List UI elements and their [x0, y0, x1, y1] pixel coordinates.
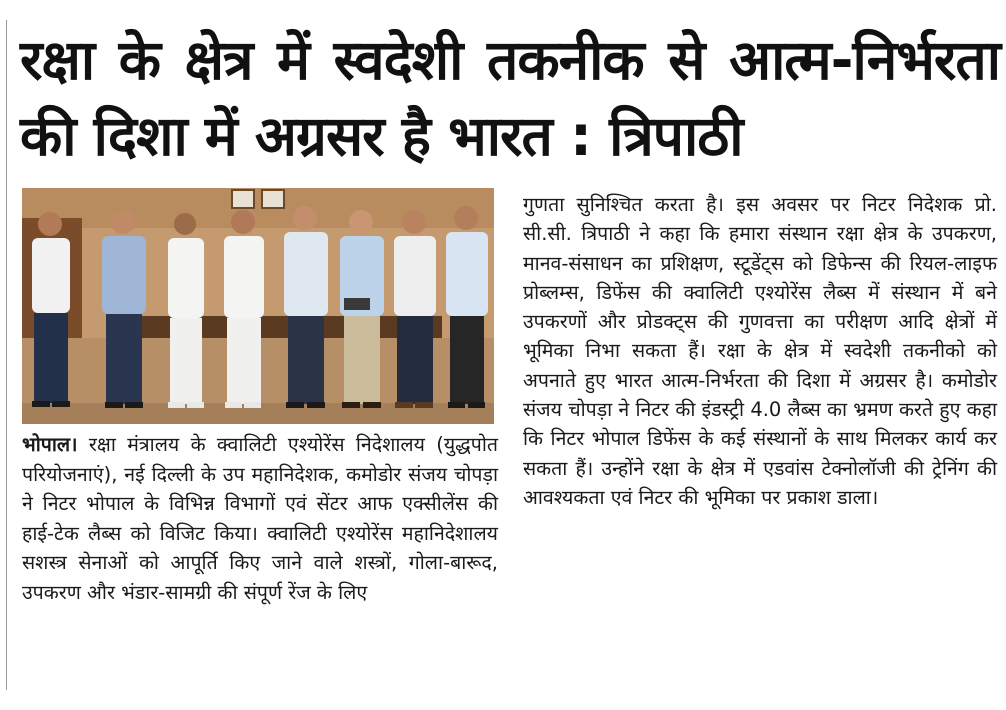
article-body-right: गुणता सुनिश्चित करता है। इस अवसर पर निटर निदेशक प्रो. सी.सी. त्रिपाठी ने कहा कि हमारा संस्थान रक्षा क्षेत्र के उपकरण, मानव-संसाधन का प्रशिक्षण, स्टूडेंट्स को डिफेन्स की रियल-लाइफ प्रोब्लम्स, डिफेंस की क्वालिटी एश्योरेंस लैब्स में संस्थान में बने उपकरणों और प्रोडक्ट्स की गुणवत्ता का परीक्षण आदि क्षेत्रों में भूमिका निभा सकता हैं। रक्षा के क्षेत्र में स्वदेशी तकनीको को अपनाते हुए भारत आत्म-निर्भरता की दिशा में अग्रसर है। कमोडोर संजय चोपड़ा ने निटर की इंडस्ट्री 4.0 लैब्स का भ्रमण करते हुए कहा कि निटर भोपाल डिफेंस के कई संस्थानों के साथ मिलकर कार्य कर सकता हैं। उन्होंने रक्षा के क्षेत्र में एडवांस टेक्नोलॉजी की ट्रेनिंग की आवश्यकता एवं निटर की भूमिका पर प्रकाश डाला। [523, 193, 997, 509]
dateline: भोपाल। [22, 433, 78, 456]
group-photo-illustration [22, 188, 494, 424]
group-photo [22, 188, 494, 424]
column-rule [6, 20, 7, 690]
article-body-left [22, 430, 498, 608]
headline: रक्षा के क्षेत्र में स्वदेशी तकनीक से आत्म-निर्भरता की दिशा में अग्रसर है भारत : त्रिपाठी [20, 28, 1000, 168]
left-column-text: रक्षा मंत्रालय के क्वालिटी एश्योरेंस निदेशालय (युद्धपोत परियोजनाएं), नई दिल्ली के उप महानिदेशक, कमोडोर संजय चोपड़ा ने निटर भोपाल के विभिन्न विभागों एवं सेंटर आफ एक्सीलेंस की हाई-टेक लैब्स को विजिट किया। क्वालिटी एश्योरेंस महानिदेशालय सशस्त्र सेनाओं को आपूर्ति किए जाने वाले शस्त्रों, गोला-बारूद, उपकरण और भंडार-सामग्री की संपूर्ण रेंज के लिए [22, 433, 499, 604]
